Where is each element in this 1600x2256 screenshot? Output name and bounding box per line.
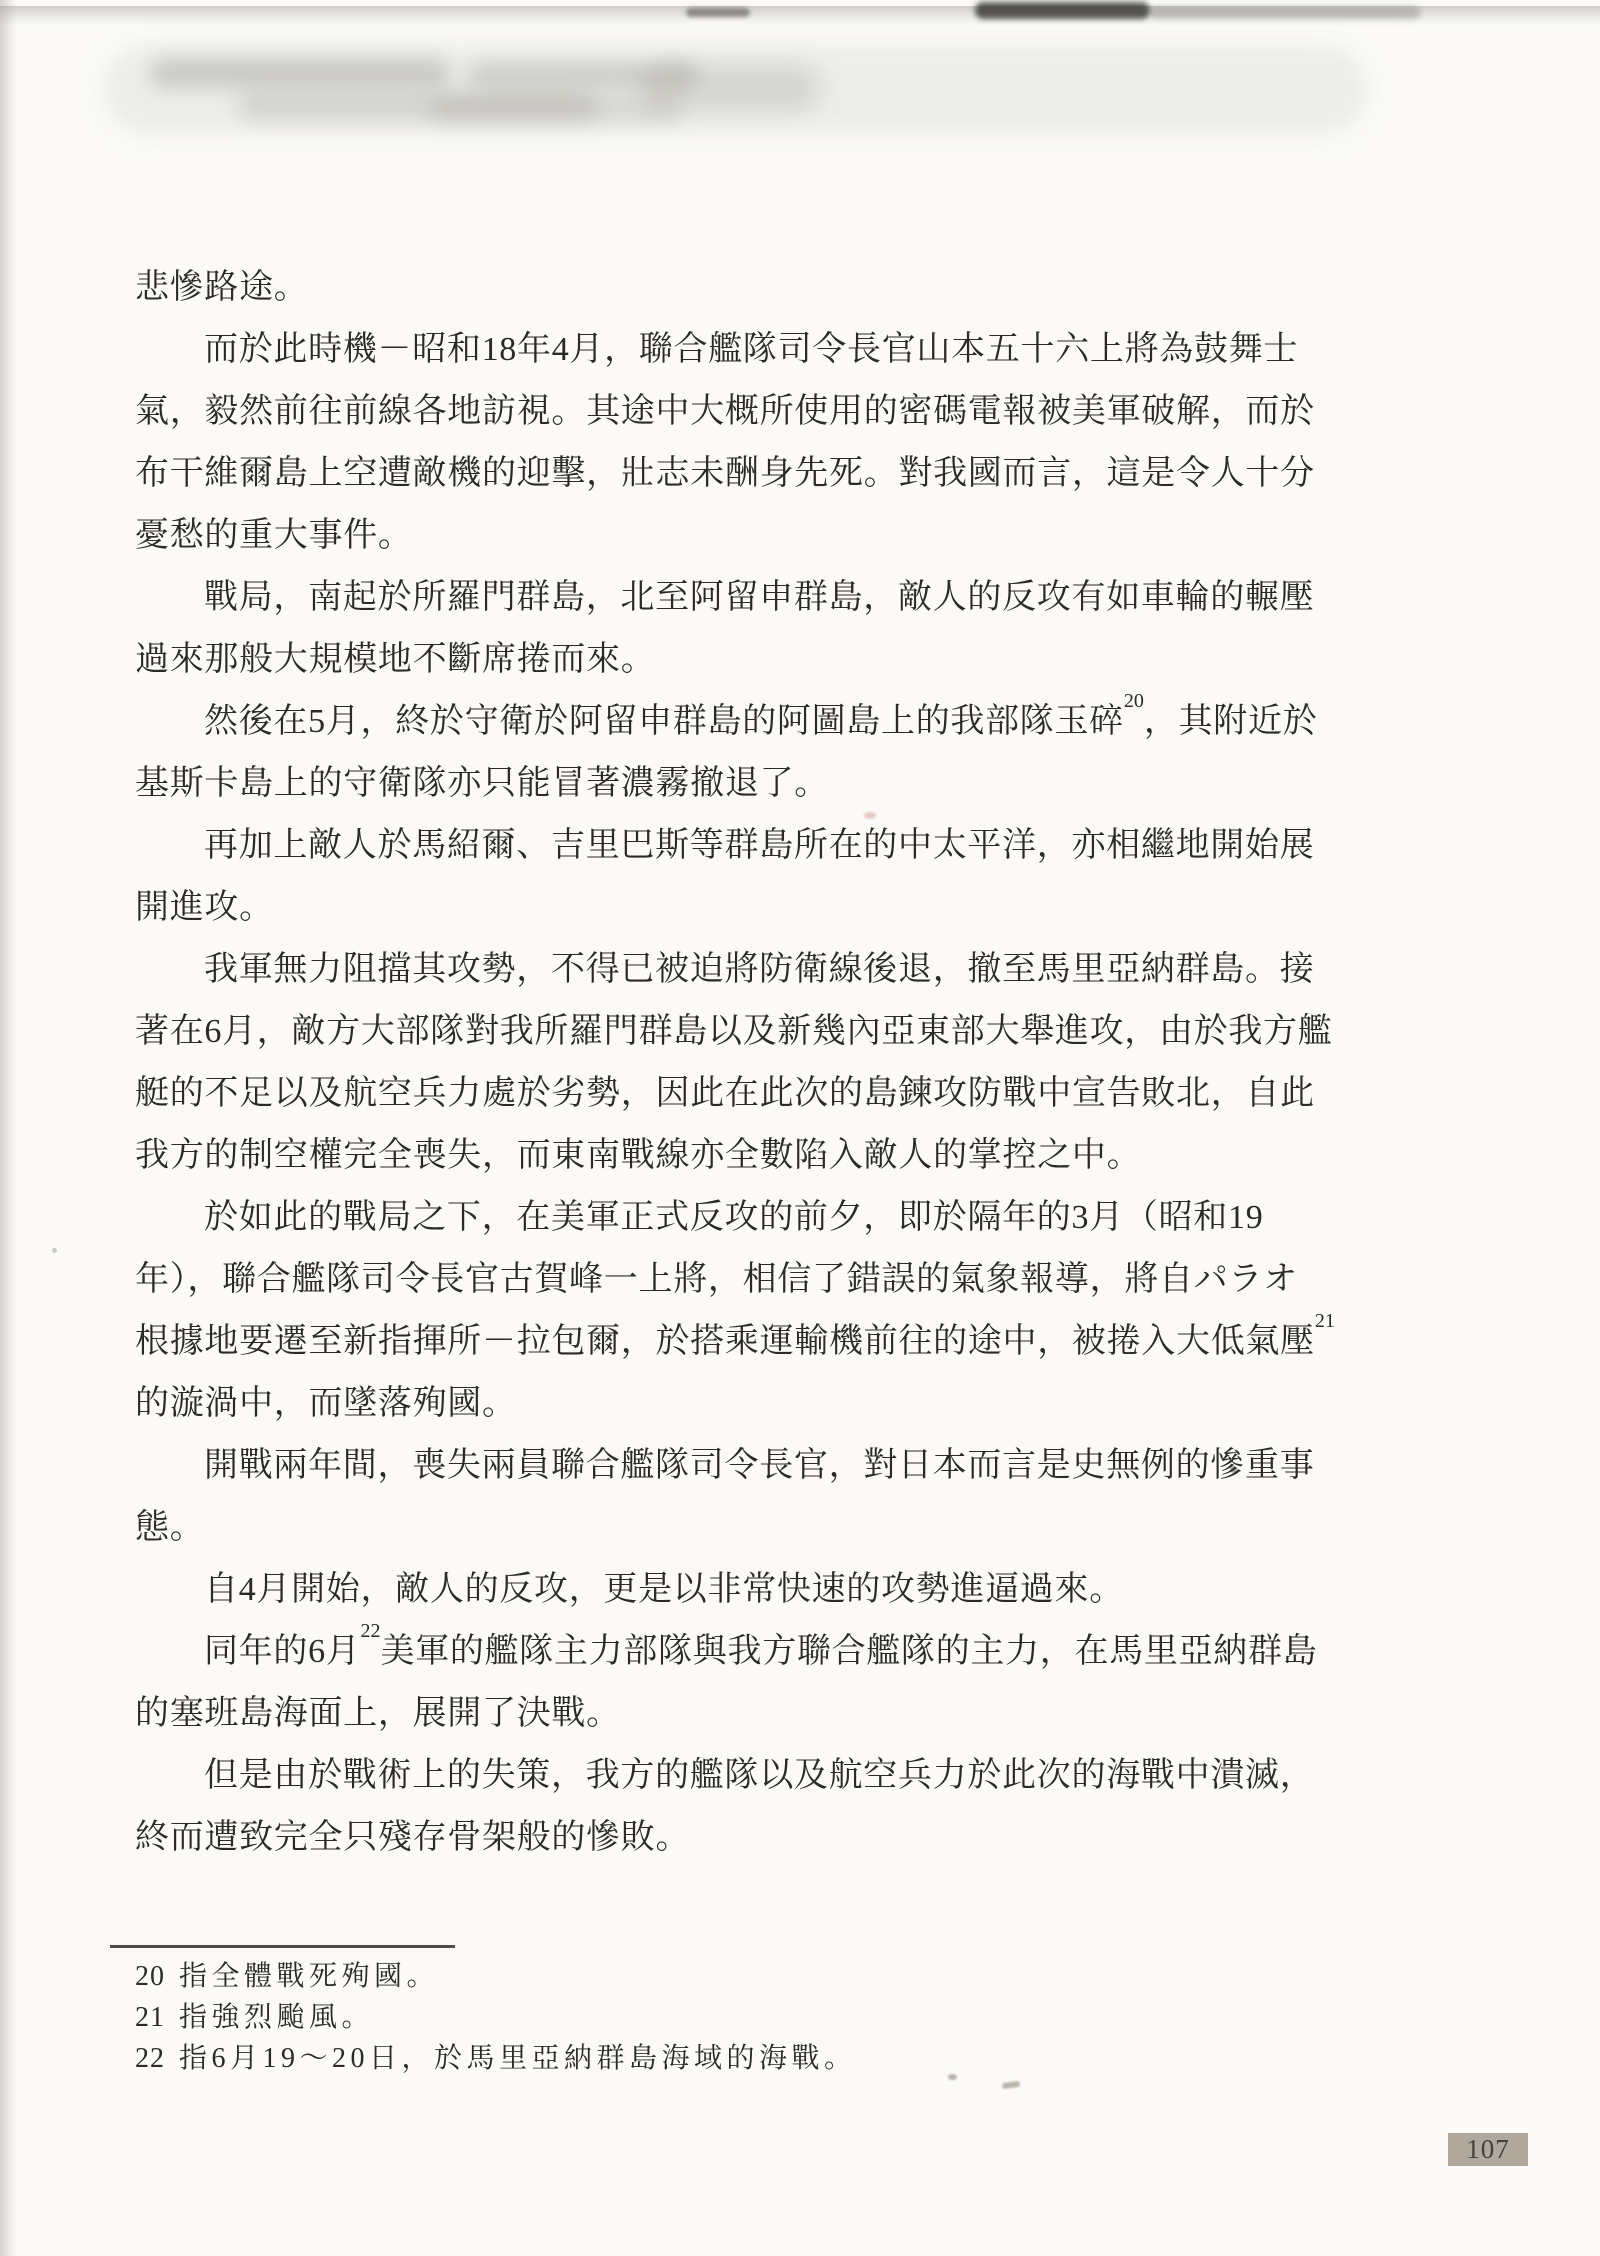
footnote-number: 22 xyxy=(135,2043,165,2074)
text-run: 於如此的戰局之下，在美軍正式反攻的前夕，即於隔年的3月（昭和19 xyxy=(204,1199,1264,1236)
text-line xyxy=(135,567,1325,629)
text-line xyxy=(135,319,1325,381)
page-number-badge: 107 xyxy=(1448,2133,1528,2166)
text-run: 開戰兩年間，喪失兩員聯合艦隊司令長官，對日本而言是史無例的慘重事 xyxy=(204,1447,1315,1484)
scan-speck xyxy=(948,2074,957,2080)
text-line xyxy=(135,1309,1335,1373)
text-line xyxy=(135,1807,1325,1869)
footnote-line xyxy=(135,1956,857,1997)
footnote-separator xyxy=(110,1945,455,1948)
text-run: 的漩渦中，而墜落殉國。 xyxy=(135,1385,517,1422)
text-run: 我方的制空權完全喪失，而東南戰線亦全數陷入敵人的掌控之中。 xyxy=(135,1137,1142,1174)
text-run: 終而遭致完全只殘存骨架般的慘敗。 xyxy=(135,1819,691,1856)
text-run: 年），聯合艦隊司令長官古賀峰一上將，相信了錯誤的氣象報導，將自パラオ xyxy=(135,1261,1298,1298)
text-run: 而於此時機－昭和18年4月，聯合艦隊司令長官山本五十六上將為鼓舞士 xyxy=(204,331,1299,368)
text-run: 布干維爾島上空遭敵機的迎擊，壯志未酬身先死。對我國而言，這是令人十分 xyxy=(135,455,1315,492)
body-text xyxy=(135,257,1335,1869)
text-line xyxy=(135,257,1325,319)
text-line xyxy=(135,753,1325,815)
text-line xyxy=(135,381,1325,443)
text-line xyxy=(135,1683,1325,1745)
text-line xyxy=(135,1621,1325,1683)
scan-ghost-smudge xyxy=(430,96,680,122)
text-line xyxy=(135,691,1325,753)
text-run: 同年的6月 xyxy=(204,1633,361,1670)
text-run: 過來那般大規模地不斷席捲而來。 xyxy=(135,641,656,678)
text-run: 著在6月，敵方大部隊對我所羅門群島以及新幾內亞東部大舉進攻，由於我方艦 xyxy=(135,1013,1333,1050)
text-line xyxy=(135,1249,1325,1311)
text-run: 我軍無力阻擋其攻勢，不得已被迫將防衛線後退，撤至馬里亞納群島。接 xyxy=(204,951,1315,988)
scan-edge-mark xyxy=(1150,6,1420,19)
footnote-text: 指6月19～20日，於馬里亞納群島海域的海戰。 xyxy=(179,2043,857,2074)
text-run: 根據地要遷至新指揮所－拉包爾，於搭乘運輸機前往的途中，被捲入大低氣壓 xyxy=(135,1323,1315,1360)
footnote-ref: 22 xyxy=(360,1619,381,1642)
text-line xyxy=(135,1373,1325,1435)
text-line xyxy=(135,1187,1325,1249)
text-run: 艇的不足以及航空兵力處於劣勢，因此在此次的島鍊攻防戰中宣告敗北，自此 xyxy=(135,1075,1315,1112)
text-line xyxy=(135,1063,1325,1125)
text-line xyxy=(135,443,1325,505)
text-run: 戰局，南起於所羅門群島，北至阿留申群島，敵人的反攻有如車輪的輾壓 xyxy=(204,579,1315,616)
text-line xyxy=(135,1125,1325,1187)
footnote-line xyxy=(135,1997,857,2038)
text-run: 基斯卡島上的守衛隊亦只能冒著濃霧撤退了。 xyxy=(135,765,829,802)
text-run: 開進攻。 xyxy=(135,889,274,926)
text-line xyxy=(135,1001,1333,1063)
footnote-number: 20 xyxy=(135,1961,165,1992)
text-line xyxy=(135,1497,1325,1559)
text-run: ，其附近於 xyxy=(1143,703,1318,740)
text-line xyxy=(135,939,1325,1001)
footnote-text: 指強烈颱風。 xyxy=(179,2002,375,2033)
text-run: 再加上敵人於馬紹爾、吉里巴斯等群島所在的中太平洋，亦相繼地開始展 xyxy=(204,827,1315,864)
text-line xyxy=(135,505,1325,567)
text-run: 氣，毅然前往前線各地訪視。其途中大概所使用的密碼電報被美軍破解，而於 xyxy=(135,393,1315,430)
footnotes xyxy=(135,1956,857,2079)
text-line xyxy=(135,1745,1325,1807)
scan-speck xyxy=(52,1248,57,1253)
text-run: 美軍的艦隊主力部隊與我方聯合艦隊的主力，在馬里亞納群島 xyxy=(380,1633,1318,1670)
text-line xyxy=(135,877,1325,939)
scan-ghost-smudge xyxy=(150,58,450,88)
text-run: 態。 xyxy=(135,1509,205,1546)
text-line xyxy=(135,629,1325,691)
text-line xyxy=(135,815,1325,877)
text-run: 悲慘路途。 xyxy=(135,269,309,306)
text-run: 的塞班島海面上，展開了決戰。 xyxy=(135,1695,621,1732)
scan-edge-mark xyxy=(975,2,1150,19)
footnote-number: 21 xyxy=(135,2002,165,2033)
text-run: 自4月開始，敵人的反攻，更是以非常快速的攻勢進逼過來。 xyxy=(204,1571,1124,1608)
text-run: 但是由於戰術上的失策，我方的艦隊以及航空兵力於此次的海戰中潰滅， xyxy=(204,1757,1315,1794)
footnote-ref: 21 xyxy=(1314,1309,1335,1332)
text-run: 憂愁的重大事件。 xyxy=(135,517,413,554)
footnote-text: 指全體戰死殉國。 xyxy=(179,1961,440,1992)
footnote-line xyxy=(135,2038,857,2079)
scan-speck xyxy=(1002,2081,1021,2089)
text-line xyxy=(135,1559,1325,1621)
scan-edge-mark xyxy=(686,8,750,17)
text-line xyxy=(135,1435,1325,1497)
footnote-ref: 20 xyxy=(1123,689,1144,712)
text-run: 然後在5月，終於守衛於阿留申群島的阿圖島上的我部隊玉碎 xyxy=(204,703,1124,740)
scan-left-shadow xyxy=(0,0,16,2256)
